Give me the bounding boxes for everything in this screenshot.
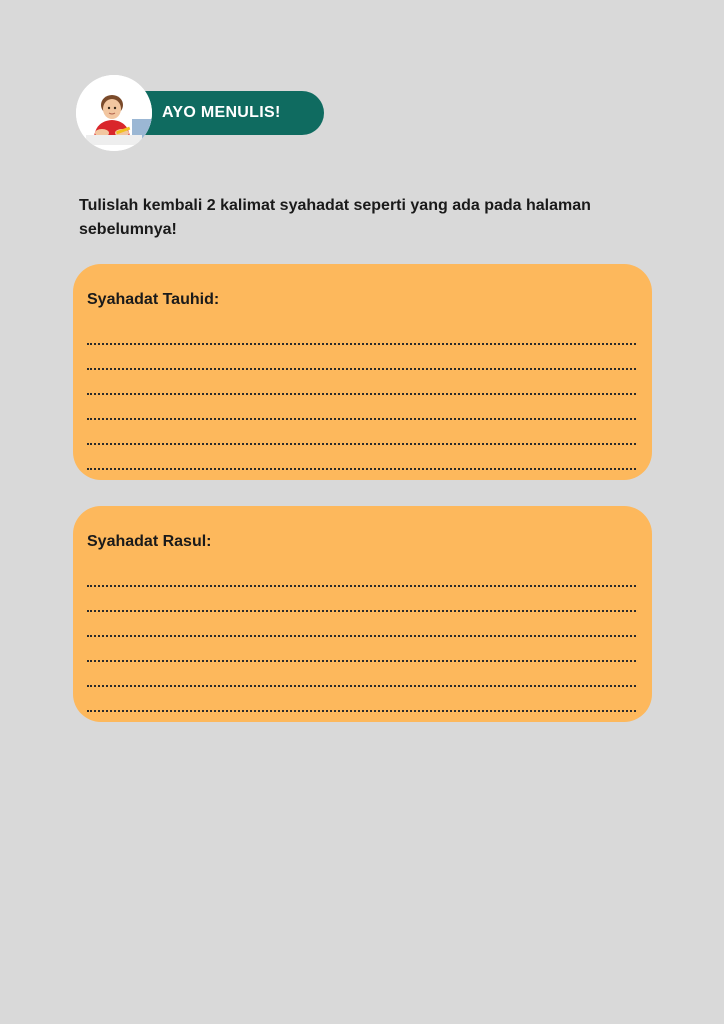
writing-line[interactable] (87, 587, 636, 612)
writing-line[interactable] (87, 562, 636, 587)
writing-line[interactable] (87, 445, 636, 470)
section-header (76, 75, 326, 151)
syahadat-tauhid-card (73, 264, 652, 480)
writing-line[interactable] (87, 662, 636, 687)
writing-line[interactable] (87, 345, 636, 370)
writing-line[interactable] (87, 637, 636, 662)
writing-line[interactable] (87, 420, 636, 445)
writing-line[interactable] (87, 395, 636, 420)
syahadat-tauhid-title: Syahadat Tauhid: (87, 291, 220, 308)
writing-line[interactable] (87, 370, 636, 395)
writing-line[interactable] (87, 320, 636, 345)
section-header-label: AYO MENULIS! (162, 104, 281, 121)
writing-line[interactable] (87, 687, 636, 712)
child-writing-icon (76, 75, 152, 151)
writing-line[interactable] (87, 612, 636, 637)
syahadat-rasul-card (73, 506, 652, 722)
instruction-text: Tulislah kembali 2 kalimat syahadat seperti yang ada pada halaman sebelumnya! (79, 197, 591, 238)
syahadat-rasul-title: Syahadat Rasul: (87, 533, 212, 550)
